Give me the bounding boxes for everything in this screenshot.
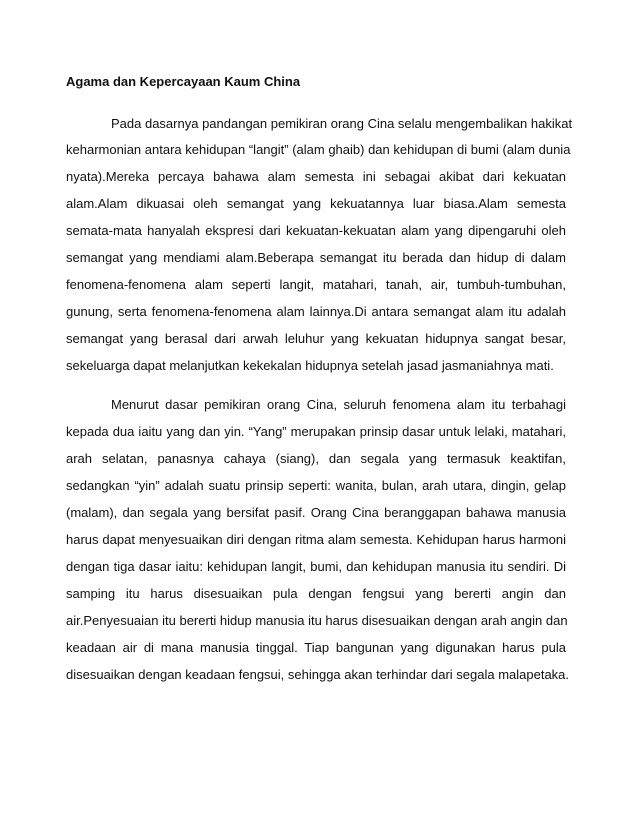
paragraph-line: samping itu harus disesuaikan pula dengan fengsui yang bererti angin dan (66, 586, 566, 601)
paragraph-line: semangat yang berasal dari arwah leluhur yang kekuatan hidupnya sangat besar, (66, 331, 566, 346)
paragraph-line: kepada dua iaitu yang dan yin. “Yang” merupakan prinsip dasar untuk lelaki, matahari, (66, 424, 566, 439)
paragraph-line: nyata).Mereka percaya bahawa alam semesta ini sebagai akibat dari kekuatan (66, 169, 566, 184)
paragraph-line: arah selatan, panasnya cahaya (siang), dan segala yang termasuk keaktifan, (66, 451, 566, 466)
paragraph-line: dengan tiga dasar iaitu: kehidupan langit, bumi, dan kehidupan manusia itu sendiri. Di (66, 559, 566, 574)
paragraph-line: disesuaikan dengan keadaan fengsui, sehingga akan terhindar dari segala malapetaka. (66, 667, 570, 682)
paragraph-line: sekeluarga dapat melanjutkan kekekalan hidupnya setelah jasad jasmaniahnya mati. (66, 358, 554, 373)
paragraph-line: harus dapat menyesuaikan diri dengan ritma alam semesta. Kehidupan harus harmoni (66, 532, 566, 547)
paragraph-line: semata-mata hanyalah ekspresi dari kekuatan-kekuatan alam yang dipengaruhi oleh (66, 223, 566, 238)
paragraph-line: Pada dasarnya pandangan pemikiran orang Cina selalu mengembalikan hakikat (111, 116, 573, 131)
document-title: Agama dan Kepercayaan Kaum China (66, 74, 301, 89)
paragraph-line: fenomena-fenomena alam seperti langit, matahari, tanah, air, tumbuh-tumbuhan, (66, 277, 566, 292)
paragraph-line: gunung, serta fenomena-fenomena alam lainnya.Di antara semangat alam itu adalah (66, 304, 566, 319)
paragraph-line: semangat yang mendiami alam.Beberapa semangat itu berada dan hidup di dalam (66, 250, 566, 265)
paragraph-line: Menurut dasar pemikiran orang Cina, seluruh fenomena alam itu terbahagi (111, 397, 566, 412)
paragraph-line: (malam), dan segala yang bersifat pasif. Orang Cina beranggapan bahawa manusia (66, 505, 566, 520)
paragraph-line: alam.Alam dikuasai oleh semangat yang kekuatannya luar biasa.Alam semesta (66, 196, 566, 211)
paragraph-line: air.Penyesuaian itu bererti hidup manusia itu harus disesuaikan dengan arah angin dan (66, 613, 568, 628)
paragraph-line: keharmonian antara kehidupan “langit” (alam ghaib) dan kehidupan di bumi (alam dunia (66, 142, 571, 157)
paragraph-line: keadaan air di mana manusia tinggal. Tiap bangunan yang digunakan harus pula (66, 640, 566, 655)
paragraph-line: sedangkan “yin” adalah suatu prinsip seperti: wanita, bulan, arah utara, dingin, gelap (66, 478, 566, 493)
